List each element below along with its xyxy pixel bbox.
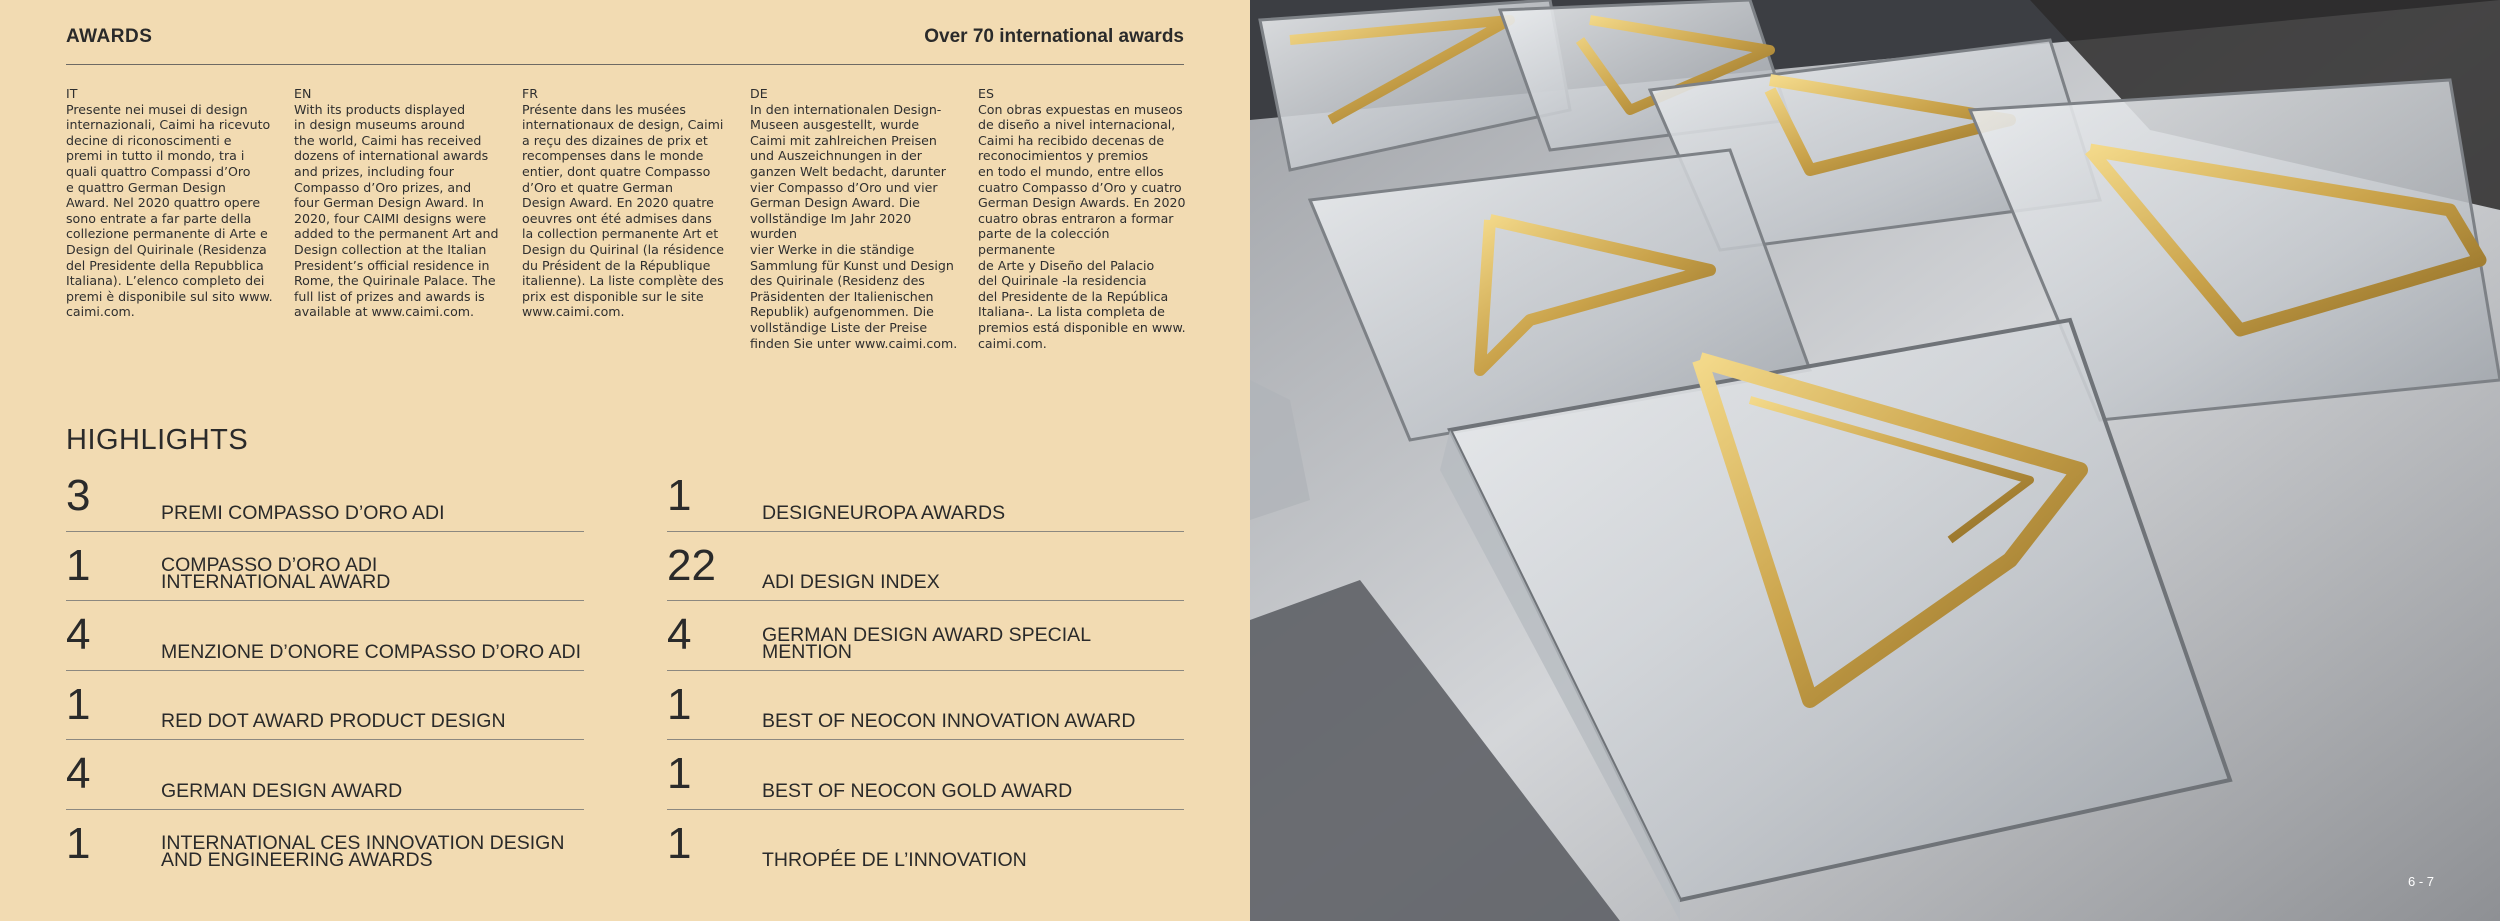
- highlight-count: 1: [66, 679, 91, 729]
- highlight-label: DESIGNEUROPA AWARDS: [762, 501, 1006, 524]
- language-text: With its products displayed in design museums around the world, Caimi has received dozens of international awards and prizes, including four Compasso d’Oro prizes, and four German Design Award. In 2020, four CAIMI designs were added to the permanent Art and Design collection at the Italian President’s official residence in Rome, the Quirinale Palace. The full list of prizes and awards is available at www.caimi.com.: [294, 101, 499, 320]
- highlight-count: 1: [667, 679, 692, 729]
- highlight-count: 1: [667, 471, 692, 520]
- awards-count: Over 70 international awards: [924, 26, 1184, 47]
- language-text: Présente dans les musées internationaux de design, Caimi a reçu des dizaines de prix et recompenses dans le monde entier, dont quatre Compasso d’Oro et quatre German Design Award. En 2020 quatre oeuvres ont été admises dans la collection permanente Art et Design du Quirinal (la résidence du Président de la République italienne). La liste complète des prix est disponible sur le site www.caimi.com.: [522, 101, 724, 320]
- highlight-count: 22: [667, 540, 716, 590]
- highlight-label: GERMAN DESIGN AWARD SPECIAL MENTION: [762, 623, 1091, 663]
- language-column-en: [294, 86, 504, 320]
- highlight-count: 4: [667, 610, 692, 659]
- page-number: 6 - 7: [2407, 874, 2434, 889]
- highlight-label: ADI DESIGN INDEX: [762, 571, 940, 593]
- highlight-label: COMPASSO D’ORO ADI INTERNATIONAL AWARD: [161, 554, 391, 593]
- highlight-label: RED DOT AWARD PRODUCT DESIGN: [161, 710, 506, 732]
- highlights-list-right: [667, 462, 1184, 878]
- language-code: IT: [66, 86, 78, 101]
- highlight-row: [667, 810, 1184, 879]
- language-code: ES: [978, 86, 994, 101]
- highlight-count: 1: [667, 818, 692, 868]
- section-title: AWARDS: [66, 26, 153, 47]
- language-text: In den internationalen Design- Museen ausgestellt, wurde Caimi mit zahlreichen Preisen und Auszeichnungen in der ganzen Welt bedacht, darunter vier Compasso d’Oro und vier German Design Award. Die vollständige Im Jahr 2020 wurden vier Werke in die ständige Sammlung für Kunst und Design des Quirinale (Residenz des Präsidenten der Italienischen Republik) aufgenommen. Die vollständige Liste der Preise finden Sie unter www.caimi.com.: [750, 101, 958, 351]
- language-code: EN: [294, 86, 312, 101]
- highlight-count: 1: [66, 818, 91, 868]
- highlight-label: INTERNATIONAL CES INNOVATION DESIGN AND ENGINEERING AWARDS: [161, 832, 565, 871]
- language-text: Con obras expuestas en museos de diseño a nivel internacional, Caimi ha recibido decenas de reconocimientos y premios en todo el mundo, entre ellos cuatro Compasso d’Oro y cuatro German Design Awards. En 2020 cuatro obras entraron a formar parte de la colección permanente de Arte y Diseño del Palacio del Quirinale -la residencia del Presidente de la República Italiana-. La lista completa de premios está disponible en www. caimi.com.: [978, 101, 1186, 351]
- highlights-list-left: [66, 462, 584, 878]
- highlight-row: [66, 601, 584, 671]
- highlight-row: [66, 462, 584, 532]
- header-divider: [66, 64, 1184, 65]
- language-code: DE: [750, 86, 768, 101]
- highlight-row: [66, 810, 584, 879]
- highlight-label: BEST OF NEOCON GOLD AWARD: [762, 779, 1073, 802]
- highlight-row: [667, 532, 1184, 602]
- highlight-label: BEST OF NEOCON INNOVATION AWARD: [762, 710, 1136, 732]
- highlight-row: [66, 740, 584, 810]
- award-photo-illustration: [1250, 0, 2500, 921]
- highlight-row: [66, 671, 584, 741]
- language-column-de: [750, 86, 960, 351]
- highlight-label: GERMAN DESIGN AWARD: [161, 779, 403, 802]
- highlight-row: [667, 671, 1184, 741]
- highlight-row: [667, 740, 1184, 810]
- language-column-es: [978, 86, 1188, 351]
- highlight-row: [66, 532, 584, 602]
- language-column-fr: [522, 86, 732, 320]
- highlights-title: HIGHLIGHTS: [66, 424, 249, 456]
- highlight-count: 4: [66, 610, 91, 659]
- highlight-row: [667, 601, 1184, 671]
- highlight-label: THROPÉE DE L’INNOVATION: [762, 849, 1027, 871]
- language-code: FR: [522, 86, 538, 101]
- highlight-count: 1: [66, 540, 91, 590]
- highlight-count: 4: [66, 749, 91, 798]
- highlight-count: 1: [667, 749, 692, 798]
- language-text: Presente nei musei di design internazionali, Caimi ha ricevuto decine di riconoscimenti e premi in tutto il mondo, tra i quali quattro Compassi d’Oro e quattro German Design Award. Nel 2020 quattro opere sono entrate a far parte della collezione permanente di Arte e Design del Quirinale (Residenza del Presidente della Repubblica Italiana). L’elenco completo dei premi è disponibile sul sito www. caimi.com.: [66, 101, 273, 320]
- highlight-label: PREMI COMPASSO D’ORO ADI: [161, 501, 445, 524]
- language-column-it: [66, 86, 276, 320]
- award-photo: [1250, 0, 2500, 921]
- highlight-label: MENZIONE D’ONORE COMPASSO D’ORO ADI: [161, 640, 582, 663]
- highlight-row: [667, 462, 1184, 532]
- highlight-count: 3: [66, 471, 91, 520]
